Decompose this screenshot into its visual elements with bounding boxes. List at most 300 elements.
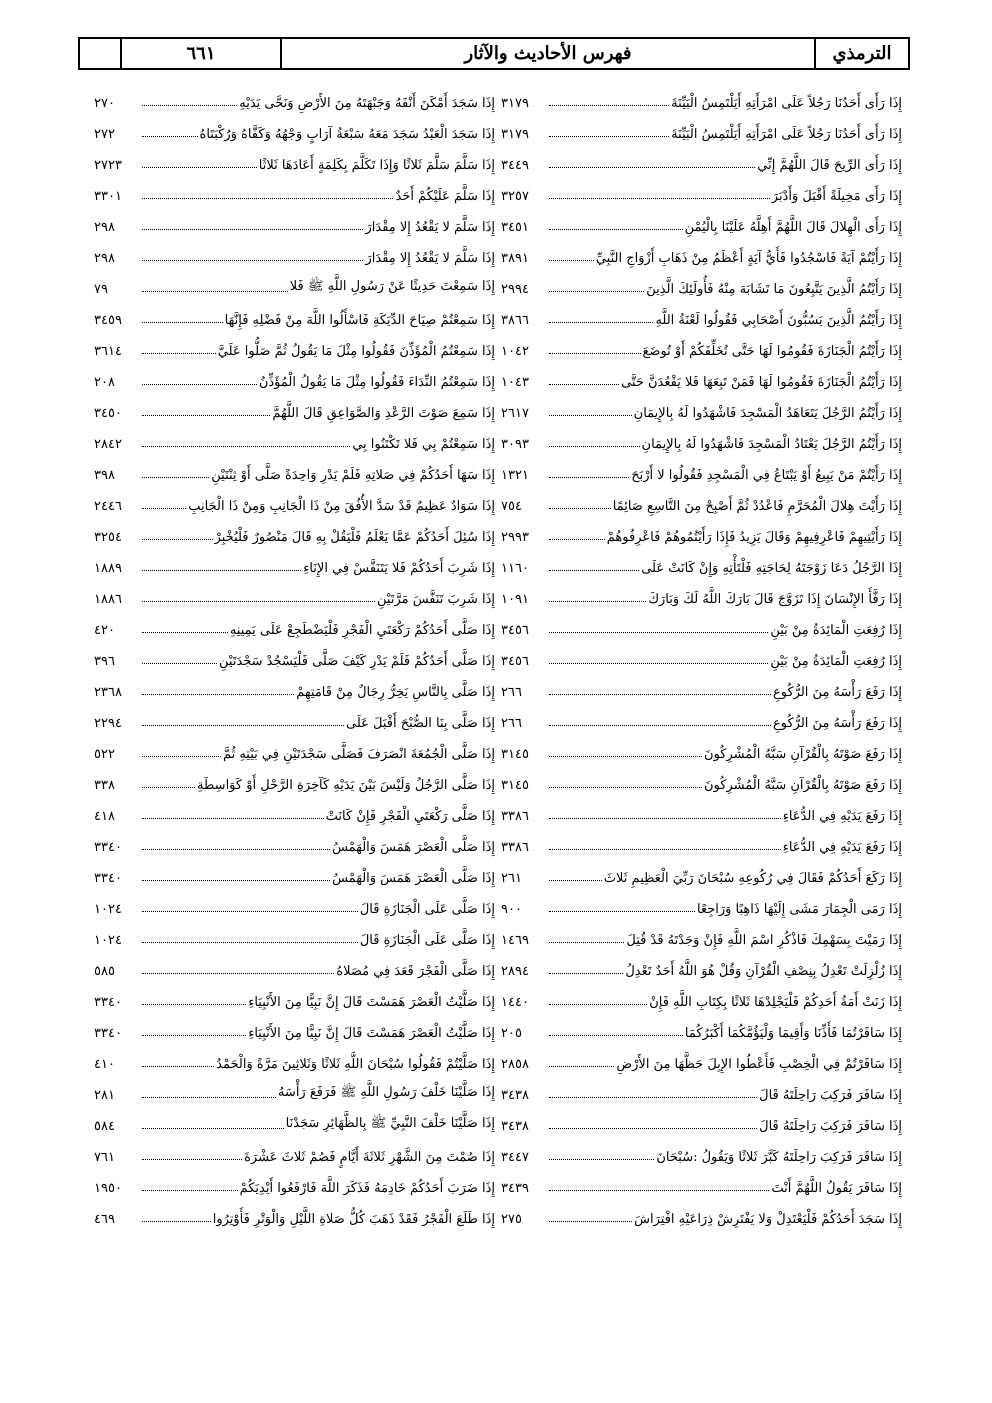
hadith-number: ٣٤٣٨ [501, 1088, 529, 1103]
hadith-text: إِذَا رَأَيْتَ هِلالَ الْمُحَرَّمِ فَاعْدُدْ ثُمَّ أَصْبِحْ مِنَ التَّاسِعِ صَائِمًا [612, 499, 902, 514]
index-entry [501, 1199, 902, 1230]
index-entry [501, 393, 902, 424]
index-entry [501, 331, 902, 362]
hadith-number: ١٠٢٤ [94, 933, 122, 948]
hadith-text: إِذَا زَنَتْ أَمَةُ أَحَدِكُمْ فَلْيَجْلِدْهَا ثَلاثًا بِكِتَابِ اللَّهِ فَإِنْ [649, 995, 902, 1010]
hadith-number: ٣٨٩١ [501, 251, 529, 266]
dot-leader [142, 1066, 214, 1067]
dot-leader [142, 1128, 284, 1129]
index-title: فهرس الأحاديث والآثار [280, 39, 816, 68]
index-entry [501, 982, 902, 1013]
hadith-number: ٤٦٩ [94, 1212, 115, 1227]
hadith-number: ٢٣٦٨ [94, 685, 122, 700]
hadith-number: ١٠٤٢ [501, 344, 529, 359]
hadith-number: ٢٩٨ [94, 220, 115, 235]
dot-leader [142, 136, 198, 137]
dot-leader [549, 136, 669, 137]
hadith-text: إِذَا صَلَّيْتُ الْعَصْرَ هَمَسْتَ قَالَ إِنَّ نَبِيًّا مِنَ الأَنْبِيَاءِ [248, 1026, 495, 1041]
hadith-number: ٧٩ [94, 282, 108, 297]
hadith-number: ٣١٧٩ [501, 127, 529, 142]
hadith-text: إِذَا طَلَعَ الْفَجْرُ فَقَدْ ذَهَبَ كُلُّ صَلاةِ اللَّيْلِ وَالْوَتْرِ فَأَوْتِرُوا [212, 1212, 495, 1227]
hadith-number: ٢٦٦ [501, 716, 522, 731]
hadith-text: إِذَا رَأَيْتُمُ الرَّجُلَ يَتَعَاهَدُ الْمَسْجِدَ فَاشْهَدُوا لَهُ بِالإِيمَانِ [633, 406, 902, 421]
hadith-text: إِذَا سَافَرَ فَرَكِبَ رَاحِلَتَهُ قَالَ [759, 1088, 902, 1103]
hadith-text: إِذَا زُلْزِلَتْ تَعْدِلُ بِنِصْفِ الْقُرْآنِ وَقُلْ هُوَ اللَّهُ أَحَدٌ تَعْدِلُ [625, 964, 902, 979]
hadith-number: ٣٣٨ [94, 778, 115, 793]
page-number: ٦٦١ [120, 39, 280, 68]
index-entry [94, 858, 495, 889]
index-entry [501, 579, 902, 610]
hadith-text: إِذَا سَهَا أَحَدُكُمْ فِي صَلاتِهِ فَلَمْ يَدْرِ وَاحِدَةً صَلَّى أَوْ ثِنْتَيْنِ [211, 468, 495, 483]
index-entry [94, 1106, 495, 1137]
hadith-text: إِذَا صَلَّيْتُ الْعَصْرَ هَمَسْتَ قَالَ إِنَّ نَبِيًّا مِنَ الأَنْبِيَاءِ [248, 995, 495, 1010]
dot-leader [142, 601, 375, 602]
dot-leader [549, 291, 644, 292]
hadith-text: إِذَا الرَّجُلُ دَعَا زَوْجَتَهُ لِحَاجَتِهِ فَلْتَأْتِهِ وَإِنْ كَانَتْ عَلَى [641, 561, 902, 576]
index-entry [94, 145, 495, 176]
hadith-number: ٢٨٩٤ [501, 964, 529, 979]
index-entry [501, 1013, 902, 1044]
hadith-number: ٣٦١٤ [94, 344, 122, 359]
left-column [94, 83, 495, 1230]
dot-leader [142, 291, 288, 292]
dot-leader [549, 849, 781, 850]
index-entry [94, 238, 495, 269]
dot-leader [549, 105, 669, 106]
index-entry [94, 331, 495, 362]
hadith-text: إِذَا رَأَى الرِّيحَ قَالَ اللَّهُمَّ إِنِّي [757, 158, 902, 173]
dot-leader [549, 260, 594, 261]
dot-leader [549, 632, 768, 633]
dot-leader [142, 880, 330, 881]
hadith-number: ٣٤٥٠ [94, 406, 122, 421]
hadith-text: إِذَا رَأَيْتُمْ آيَةً فَاسْجُدُوا فَأَيُّ آيَةٍ أَعْظَمُ مِنْ ذَهَابِ أَزْوَاجِ النَّبِيِّ [595, 251, 902, 266]
hadith-number: ١٣٢١ [501, 468, 529, 483]
hadith-text: إِذَا صَلَّى الرَّجُلُ وَلَيْسَ بَيْنَ يَدَيْهِ كَآخِرَةِ الرَّحْلِ أَوْ كَوَاسِطَةِ [197, 778, 495, 793]
hadith-number: ٣٢٥٤ [94, 530, 122, 545]
index-entry [94, 424, 495, 455]
hadith-text: إِذَا سَمِعْتَ حَدِيثًا عَنْ رَسُولِ اللَّهِ ﷺ فَلا [289, 279, 495, 294]
dot-leader [142, 539, 213, 540]
index-entry [501, 703, 902, 734]
hadith-number: ٢٧٢٣ [94, 158, 122, 173]
dot-leader [549, 1004, 647, 1005]
hadith-text: إِذَا رَمَى الْجِمَارَ مَشَى إِلَيْهَا ذَاهِبًا وَرَاجِعًا [696, 902, 902, 917]
dot-leader [549, 1221, 632, 1222]
index-entry [94, 1013, 495, 1044]
dot-leader [142, 632, 228, 633]
hadith-number: ٢٧٢ [94, 127, 115, 142]
hadith-number: ٣٩٦ [94, 654, 115, 669]
hadith-text: إِذَا رَأَيْتُمُ الَّذِينَ يَسُبُّونَ أَصْحَابِي فَقُولُوا لَعْنَةُ اللَّهِ [655, 313, 902, 328]
hadith-number: ١٠٩١ [501, 592, 529, 607]
index-entry [501, 517, 902, 548]
hadith-text: إِذَا ضَرَبَ أَحَدُكُمْ خَادِمَهُ فَذَكَرَ اللَّهَ فَارْفَعُوا أَيْدِيَكُمْ [239, 1181, 495, 1196]
dot-leader [142, 725, 344, 726]
index-columns [88, 83, 902, 1230]
index-entry [501, 1106, 902, 1137]
index-entry [501, 641, 902, 672]
hadith-text: إِذَا رَأَى مَخِيلَةً أَقْبَلَ وَأَدْبَرَ [771, 189, 902, 204]
hadith-number: ٣٣٤٠ [94, 1026, 122, 1041]
hadith-text: إِذَا سَافَرْتُمْ فِي الْخِصْبِ فَأَعْطُوا الإِبِلَ حَظَّهَا مِنَ الأَرْضِ [616, 1057, 902, 1072]
hadith-text: إِذَا سُئِلَ أَحَدُكُمْ عَمَّا يَعْلَمُ فَلْيَقُلْ بِهِ قَالَ مَنْصُورٌ فَلْيُخْبِرْ [214, 530, 495, 545]
dot-leader [142, 508, 186, 509]
index-entry [501, 858, 902, 889]
hadith-text: إِذَا رَأَيْتُمُ الْجَنَازَةَ فَقُومُوا لَهَا حَتَّى تُخَلِّفَكُمْ أَوْ تُوضَعَ [642, 344, 902, 359]
dot-leader [142, 818, 324, 819]
index-entry [501, 920, 902, 951]
dot-leader [549, 1128, 757, 1129]
index-entry [94, 827, 495, 858]
hadith-text: إِذَا رَأَيْتُمُ الَّذِينَ يَتَّبِعُونَ مَا تَشَابَهَ مِنْهُ فَأُولَئِكَ الَّذِينَ [646, 282, 902, 297]
hadith-text: إِذَا رُفِعَتِ الْمَائِدَةُ مِنْ بَيْنِ [770, 623, 902, 638]
index-entry [94, 703, 495, 734]
index-entry [94, 83, 495, 114]
book-name: الترمذي [832, 43, 892, 64]
index-entry [94, 362, 495, 393]
index-entry [94, 548, 495, 579]
index-entry [501, 207, 902, 238]
dot-leader [549, 663, 768, 664]
index-entry [94, 269, 495, 300]
hadith-text: إِذَا صَلَّى الْعَصْرَ هَمَسَ وَالْهَمْسُ [332, 871, 495, 886]
hadith-number: ٢٠٥ [501, 1026, 522, 1041]
dot-leader [549, 911, 695, 912]
index-entry [94, 579, 495, 610]
hadith-text: إِذَا صَلَّى أَحَدُكُمْ فَلَمْ يَدْرِ كَيْفَ صَلَّى فَلْيَسْجُدْ سَجْدَتَيْنِ [219, 654, 495, 669]
hadith-number: ٣١٤٥ [501, 747, 529, 762]
index-entry [94, 672, 495, 703]
hadith-text: إِذَا صَلَّى الْجُمُعَةَ انْصَرَفَ فَصَلَّى سَجْدَتَيْنِ فِي بَيْتِهِ ثُمَّ [222, 747, 495, 762]
hadith-text: إِذَا صَلَّيْتُمْ فَقُولُوا سُبْحَانَ اللَّهِ ثَلاثًا وَثَلاثِينَ مَرَّةً وَالْحَمْدُ [216, 1057, 495, 1072]
hadith-text: إِذَا صَلَّى عَلَى الْجَنَازَةِ قَالَ [359, 902, 495, 917]
hadith-number: ٢٩٨ [94, 251, 115, 266]
index-entry [501, 455, 902, 486]
hadith-number: ٣٠٩٣ [501, 437, 529, 452]
hadith-number: ٣٣٠١ [94, 189, 122, 204]
hadith-number: ٣٢٥٧ [501, 189, 529, 204]
hadith-text: إِذَا رُفِعَتِ الْمَائِدَةُ مِنْ بَيْنِ [770, 654, 902, 669]
hadith-number: ٣١٤٥ [501, 778, 529, 793]
hadith-number: ٥٢٢ [94, 747, 115, 762]
hadith-text: إِذَا سَمِعْتُمُ الْمُؤَذِّنَ فَقُولُوا مِثْلَ مَا يَقُولُ ثُمَّ صَلُّوا عَلَيَّ [217, 344, 495, 359]
index-entry [94, 207, 495, 238]
hadith-number: ٣٨٦٦ [501, 313, 529, 328]
hadith-text: إِذَا صَلَّى رَكْعَتَيِ الْفَجْرِ فَإِنْ كَانَتْ [325, 809, 495, 824]
dot-leader [549, 415, 632, 416]
hadith-text: إِذَا صَلَّى عَلَى الْجَنَازَةِ قَالَ [359, 933, 495, 948]
dot-leader [142, 105, 237, 106]
hadith-text: إِذَا رَأَيْتِيهِمْ فَاعْرِفِيهِمْ وَقَالَ يَزِيدُ فَإِذَا رَأَيْتُمُوهُمْ فَاعْرِفُوهُمْ [606, 530, 902, 545]
index-entry [94, 486, 495, 517]
index-entry [501, 176, 902, 207]
dot-leader [549, 477, 629, 478]
hadith-number: ٤١٨ [94, 809, 115, 824]
hadith-text: إِذَا صَلَّيْنَا خَلْفَ النَّبِيِّ ﷺ بِالظَّهَائِرِ سَجَدْنَا [285, 1116, 495, 1131]
hadith-number: ١٠٤٣ [501, 375, 529, 390]
index-entry [94, 765, 495, 796]
hadith-text: إِذَا سَمِعْتُمْ بِي فَلا تَكْتَنُوا بِي [352, 437, 495, 452]
hadith-number: ٢٧٠ [94, 96, 115, 111]
index-entry [94, 1044, 495, 1075]
hadith-number: ١١٦٠ [501, 561, 529, 576]
dot-leader [142, 1221, 211, 1222]
dot-leader [549, 787, 702, 788]
hadith-text: إِذَا سَمِعْتُمْ صِيَاحَ الدِّيَكَةِ فَاسْأَلُوا اللَّهَ مِنْ فَضْلِهِ فَإِنَّهَا [224, 313, 495, 328]
hadith-number: ٣٤٤٧ [501, 1150, 529, 1165]
hadith-number: ٢٤٤٦ [94, 499, 122, 514]
index-entry [501, 238, 902, 269]
hadith-number: ٣٩٨ [94, 468, 115, 483]
hadith-number: ٥٨٤ [94, 1119, 115, 1134]
dot-leader [142, 911, 358, 912]
hadith-number: ٧٥٤ [501, 499, 522, 514]
index-entry [94, 1075, 495, 1106]
hadith-number: ٢٨١ [94, 1088, 115, 1103]
hadith-number: ٢٢٩٤ [94, 716, 122, 731]
dot-leader [549, 818, 781, 819]
index-entry [501, 734, 902, 765]
header-empty-cell [80, 39, 120, 68]
hadith-text: إِذَا رَأَى أَحَدُنَا رَجُلاً عَلَى امْرَأَتِهِ أَيَلْتَمِسُ الْبَيِّنَةَ [671, 96, 902, 111]
hadith-text: إِذَا سَوَادٌ عَظِيمٌ قَدْ سَدَّ الأُفُقَ مِنْ ذَا الْجَانِبِ وَمِنْ ذَا الْجَانِبِ [188, 499, 495, 514]
dot-leader [142, 1190, 238, 1191]
hadith-number: ٢٩٩٣ [501, 530, 529, 545]
index-entry [94, 393, 495, 424]
hadith-number: ٣٤٣٩ [501, 1181, 529, 1196]
dot-leader [549, 1066, 614, 1067]
dot-leader [549, 1035, 683, 1036]
dot-leader [142, 570, 301, 571]
hadith-number: ٥٨٥ [94, 964, 115, 979]
index-entry [94, 951, 495, 982]
hadith-number: ٢٦١ [501, 871, 522, 886]
index-entry [501, 145, 902, 176]
index-entry [94, 734, 495, 765]
dot-leader [549, 973, 623, 974]
hadith-text: إِذَا صَلَّى الْفَجْرَ قَعَدَ فِي مُصَلاهُ [336, 964, 495, 979]
page-header [78, 37, 910, 70]
index-entry [501, 1075, 902, 1106]
dot-leader [142, 446, 350, 447]
index-entry [501, 486, 902, 517]
index-entry [501, 362, 902, 393]
dot-leader [142, 1035, 246, 1036]
hadith-number: ٣٣٤٠ [94, 840, 122, 855]
hadith-text: إِذَا سَافَرْتُمَا فَأَذِّنَا وَأَقِيمَا وَلْيَؤُمَّكُمَا أَكْبَرُكُمَا [684, 1026, 902, 1041]
dot-leader [142, 229, 363, 230]
dot-leader [549, 880, 602, 881]
hadith-number: ٣٣٨٦ [501, 809, 529, 824]
index-entry [94, 641, 495, 672]
hadith-number: ٣٤٥١ [501, 220, 529, 235]
dot-leader [549, 756, 702, 757]
dot-leader [549, 539, 605, 540]
hadith-text: إِذَا سَلَّمَ لا يَقْعُدُ إِلا مِقْدَارَ [365, 251, 495, 266]
index-entry [501, 269, 902, 300]
hadith-text: إِذَا صَلَّيْنَا خَلْفَ رَسُولِ اللَّهِ ﷺ فَرَفَعَ رَأْسَهُ [277, 1085, 495, 1100]
index-entry [501, 827, 902, 858]
hadith-text: إِذَا رَفَعَ رَأْسَهُ مِنَ الرُّكُوعِ [773, 716, 902, 731]
dot-leader [142, 973, 334, 974]
dot-leader [142, 1097, 276, 1098]
hadith-text: إِذَا رَأَى الْهِلالَ قَالَ اللَّهُمَّ أَهِلَّهُ عَلَيْنَا بِالْيُمْنِ [684, 220, 902, 235]
dot-leader [142, 167, 257, 168]
hadith-number: ٩٠٠ [501, 902, 522, 917]
hadith-number: ٢٦٦ [501, 685, 522, 700]
hadith-number: ٢٨٤٢ [94, 437, 122, 452]
index-entry [501, 1168, 902, 1199]
index-entry [501, 83, 902, 114]
hadith-text: إِذَا سَلَّمَ سَلَّمَ ثَلاثًا وَإِذَا تَكَلَّمَ بِكَلِمَةٍ أَعَادَهَا ثَلاثًا [258, 158, 495, 173]
dot-leader [549, 353, 641, 354]
dot-leader [549, 446, 640, 447]
hadith-number: ٣٣٤٠ [94, 871, 122, 886]
hadith-text: إِذَا سَلَّمَ لا يَقْعُدُ إِلا مِقْدَارَ [365, 220, 495, 235]
hadith-number: ١٨٨٦ [94, 592, 122, 607]
hadith-text: إِذَا سَجَدَ أَحَدُكُمْ فَلْيَعْتَدِلْ وَلا يَفْتَرِشْ ذِرَاعَيْهِ افْتِرَاشَ [634, 1212, 902, 1227]
index-entry [501, 796, 902, 827]
dot-leader [549, 725, 771, 726]
index-entry [501, 672, 902, 703]
hadith-text: إِذَا رَأَيْتُمُ الْجَنَازَةَ فَقُومُوا لَهَا فَمَنْ تَبِعَهَا فَلا يَقْعُدَنَّ حَتَّى [621, 375, 902, 390]
hadith-text: إِذَا رَكَعَ أَحَدُكُمْ فَقَالَ فِي رُكُوعِهِ سُبْحَانَ رَبِّيَ الْعَظِيمِ ثَلاثَ [603, 871, 902, 886]
dot-leader [549, 384, 619, 385]
hadith-text: إِذَا سَافَرَ يَقُولُ اللَّهُمَّ أَنْتَ [771, 1181, 902, 1196]
hadith-number: ٢٧٥ [501, 1212, 522, 1227]
hadith-number: ٣٤٥٦ [501, 654, 529, 669]
hadith-text: إِذَا صَلَّى أَحَدُكُمْ رَكْعَتَيِ الْفَجْرِ فَلْيَضْطَجِعْ عَلَى يَمِينِهِ [229, 623, 495, 638]
dot-leader [142, 694, 294, 695]
dot-leader [142, 1004, 246, 1005]
hadith-number: ٧٦١ [94, 1150, 115, 1165]
dot-leader [549, 508, 611, 509]
right-column [501, 83, 902, 1230]
index-entry [501, 114, 902, 145]
index-entry [94, 1168, 495, 1199]
dot-leader [142, 322, 223, 323]
hadith-text: إِذَا سَجَدَ الْعَبْدُ سَجَدَ مَعَهُ سَبْعَةُ آرَابٍ وَجْهُهُ وَكَفَّاهُ وَرُكْبَتَاهُ [199, 127, 495, 142]
dot-leader [142, 384, 257, 385]
dot-leader [549, 322, 653, 323]
dot-leader [549, 601, 646, 602]
index-entry [501, 1137, 902, 1168]
hadith-text: إِذَا سَلَّمَ عَلَيْكُمْ أَحَدٌ [395, 189, 495, 204]
dot-leader [142, 663, 217, 664]
index-entry [94, 114, 495, 145]
hadith-text: إِذَا سَجَدَ أَمْكَنَ أَنْفَهُ وَجَبْهَتَهُ مِنَ الأَرْضِ وَنَحَّى يَدَيْهِ [239, 96, 495, 111]
dot-leader [142, 1159, 242, 1160]
hadith-text: إِذَا رَفَّأَ الإِنْسَانَ إِذَا تَزَوَّجَ قَالَ بَارَكَ اللَّهُ لَكَ وَبَارَكَ [648, 592, 902, 607]
dot-leader [549, 167, 755, 168]
hadith-number: ٣٣٤٠ [94, 995, 122, 1010]
index-entry [94, 889, 495, 920]
hadith-number: ٣١٧٩ [501, 96, 529, 111]
index-entry [94, 920, 495, 951]
hadith-number: ٤٢٠ [94, 623, 115, 638]
hadith-number: ٢٠٨ [94, 375, 115, 390]
hadith-number: ١٤٦٩ [501, 933, 529, 948]
hadith-number: ٣٤٥٦ [501, 623, 529, 638]
hadith-text: إِذَا سَمِعْتُمُ النِّدَاءَ فَقُولُوا مِثْلَ مَا يَقُولُ الْمُؤَذِّنُ [258, 375, 495, 390]
hadith-text: إِذَا رَفَعَ صَوْتَهُ بِالْقُرْآنِ سَبَّهُ الْمُشْرِكُونَ [704, 747, 902, 762]
index-entry [94, 1137, 495, 1168]
index-entry [94, 176, 495, 207]
hadith-number: ٢٨٥٨ [501, 1057, 529, 1072]
index-entry [501, 889, 902, 920]
hadith-text: إِذَا صَلَّى الْعَصْرَ هَمَسَ وَالْهَمْسُ [332, 840, 495, 855]
dot-leader [549, 1159, 654, 1160]
index-entry [501, 548, 902, 579]
hadith-number: ١٤٤٠ [501, 995, 529, 1010]
hadith-text: إِذَا سَافَرَ فَرَكِبَ رَاحِلَتَهُ قَالَ [759, 1119, 902, 1134]
hadith-number: ١٩٥٠ [94, 1181, 122, 1196]
index-entry [501, 424, 902, 455]
hadith-text: إِذَا رَأَى أَحَدُنَا رَجُلاً عَلَى امْرَأَتِهِ أَيَلْتَمِسُ الْبَيِّنَةَ [671, 127, 902, 142]
dot-leader [549, 1097, 757, 1098]
hadith-number: ٣٣٨٦ [501, 840, 529, 855]
hadith-text: إِذَا شَرِبَ أَحَدُكُمْ فَلا يَتَنَفَّسْ فِي الإِنَاءِ [303, 561, 495, 576]
hadith-number: ٣٤٤٩ [501, 158, 529, 173]
hadith-number: ١٨٨٩ [94, 561, 122, 576]
dot-leader [142, 849, 330, 850]
index-entry [94, 610, 495, 641]
index-entry [501, 951, 902, 982]
dot-leader [142, 942, 358, 943]
dot-leader [549, 694, 771, 695]
index-entry [94, 455, 495, 486]
dot-leader [142, 415, 270, 416]
index-entry [94, 1199, 495, 1230]
dot-leader [142, 260, 363, 261]
hadith-number: ٤١٠ [94, 1057, 115, 1072]
dot-leader [549, 570, 639, 571]
hadith-text: إِذَا رَفَعَ يَدَيْهِ فِي الدُّعَاءِ [782, 840, 902, 855]
hadith-number: ٣٤٥٩ [94, 313, 122, 328]
hadith-text: إِذَا رَفَعَ صَوْتَهُ بِالْقُرْآنِ سَبَّهُ الْمُشْرِكُونَ [704, 778, 902, 793]
index-entry [501, 300, 902, 331]
dot-leader [142, 353, 216, 354]
dot-leader [142, 787, 195, 788]
index-entry [501, 765, 902, 796]
dot-leader [142, 198, 393, 199]
hadith-text: إِذَا رَمَيْتَ بِسَهْمِكَ فَاذْكُرِ اسْمَ اللَّهِ فَإِنْ وَجَدْتَهُ قَدْ قُتِلَ [626, 933, 902, 948]
hadith-number: ٢٩٩٤ [501, 282, 529, 297]
hadith-text: إِذَا رَأَيْتُمْ مَنْ يَبِيعُ أَوْ يَبْتَاعُ فِي الْمَسْجِدِ فَقُولُوا لا أَرْبَحَ [631, 468, 902, 483]
dot-leader [142, 477, 209, 478]
index-entry [94, 982, 495, 1013]
hadith-text: إِذَا صَلَّى بِنَا الصُّبْحَ أَقْبَلَ عَلَى [345, 716, 495, 731]
dot-leader [549, 198, 770, 199]
dot-leader [549, 942, 624, 943]
hadith-number: ١٠٢٤ [94, 902, 122, 917]
hadith-text: إِذَا صُمْتَ مِنَ الشَّهْرِ ثَلاثَةَ أَيَّامٍ فَصُمْ ثَلاثَ عَشْرَةَ [244, 1150, 495, 1165]
dot-leader [142, 756, 221, 757]
hadith-text: إِذَا رَفَعَ رَأْسَهُ مِنَ الرُّكُوعِ [773, 685, 902, 700]
index-entry [501, 1044, 902, 1075]
dot-leader [549, 229, 683, 230]
dot-leader [549, 1190, 769, 1191]
hadith-text: إِذَا رَفَعَ يَدَيْهِ فِي الدُّعَاءِ [782, 809, 902, 824]
hadith-text: إِذَا سَافَرَ فَرَكِبَ رَاحِلَتَهُ كَبَّرَ ثَلاثًا وَيَقُولُ :سُبْحَانَ [656, 1150, 902, 1165]
index-entry [94, 796, 495, 827]
index-entry [501, 610, 902, 641]
hadith-text: إِذَا رَأَيْتُمُ الرَّجُلَ يَعْتَادُ الْمَسْجِدَ فَاشْهَدُوا لَهُ بِالإِيمَانِ [641, 437, 902, 452]
index-entry [94, 517, 495, 548]
hadith-number: ٣٤٣٨ [501, 1119, 529, 1134]
hadith-text: إِذَا سَمِعَ صَوْتَ الرَّعْدِ وَالصَّوَاعِقِ قَالَ اللَّهُمَّ [272, 406, 495, 421]
